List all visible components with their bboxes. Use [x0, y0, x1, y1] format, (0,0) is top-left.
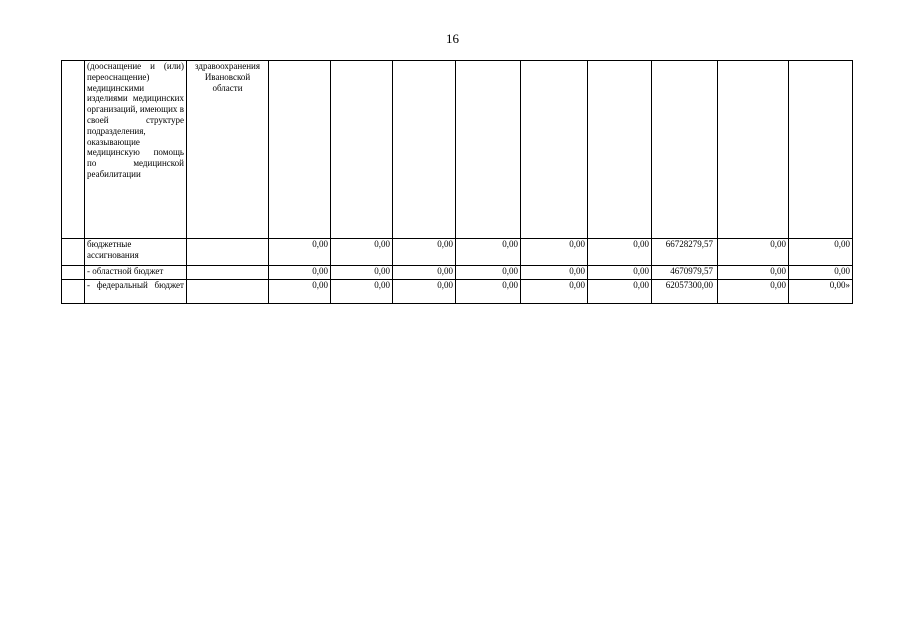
value-cell: 0,00: [718, 266, 789, 280]
value-cell: 0,00: [718, 239, 789, 266]
row-number-cell: [62, 266, 85, 280]
row-number-cell: [62, 280, 85, 304]
value-cell: 0,00: [456, 280, 521, 304]
table-cell: [652, 61, 718, 239]
value-cell: 0,00: [331, 280, 393, 304]
value-cell: 66728279,57: [652, 239, 718, 266]
measure-description-cell: [85, 61, 187, 239]
value-cell: 0,00: [521, 266, 588, 280]
budget-table: [61, 60, 853, 304]
row-label-cell: [85, 280, 187, 304]
table-cell: [789, 61, 853, 239]
value-cell: 0,00: [269, 239, 331, 266]
row-number-cell: [62, 61, 85, 239]
table-cell: [588, 61, 652, 239]
value-cell: 0,00: [331, 266, 393, 280]
value-cell: 0,00: [331, 239, 393, 266]
value-cell: 0,00: [393, 280, 456, 304]
executor-cell: [187, 61, 269, 239]
table-cell: [456, 61, 521, 239]
value-cell: 0,00: [393, 266, 456, 280]
value-cell: 0,00: [521, 280, 588, 304]
row-label-cell: [85, 266, 187, 280]
executor-cell: [187, 266, 269, 280]
measure-description-text: (дооснащение и (или) переоснащение) медицинскими изделиями медицинских организаций, имеющих в своей структуре подразделения, оказывающие медицинскую помощь по медицинской реабилитации: [87, 61, 184, 179]
row-label: - федеральный бюджет: [87, 280, 184, 290]
value-cell: 0,00: [588, 280, 652, 304]
table-row-federal-budget: [62, 280, 853, 304]
row-label: - областной бюджет: [87, 266, 164, 276]
value-cell: 4670979,57: [652, 266, 718, 280]
table-row-budget-total: [62, 239, 853, 266]
value-cell: 0,00: [588, 266, 652, 280]
value-cell: 0,00: [456, 239, 521, 266]
table-cell: [521, 61, 588, 239]
table-row-description: [62, 61, 853, 239]
table-cell: [331, 61, 393, 239]
table-cell: [393, 61, 456, 239]
table-row-regional-budget: [62, 266, 853, 280]
executor-cell: [187, 239, 269, 266]
value-cell: 0,00: [789, 266, 853, 280]
executor-cell: [187, 280, 269, 304]
value-cell: 0,00: [393, 239, 456, 266]
table-cell: [718, 61, 789, 239]
page-number: 16: [446, 31, 459, 46]
value-cell: 0,00: [269, 266, 331, 280]
value-cell: 62057300,00: [652, 280, 718, 304]
value-cell: 0,00: [269, 280, 331, 304]
row-number-cell: [62, 239, 85, 266]
executor-text: здравоохранения Ивановской области: [194, 61, 260, 93]
value-cell: 0,00: [588, 239, 652, 266]
row-label-cell: [85, 239, 187, 266]
value-cell: 0,00: [521, 239, 588, 266]
value-cell: 0,00»: [789, 280, 853, 304]
row-label: бюджетные ассигнования: [87, 239, 139, 260]
table-cell: [269, 61, 331, 239]
value-cell: 0,00: [789, 239, 853, 266]
value-cell: 0,00: [718, 280, 789, 304]
value-cell: 0,00: [456, 266, 521, 280]
